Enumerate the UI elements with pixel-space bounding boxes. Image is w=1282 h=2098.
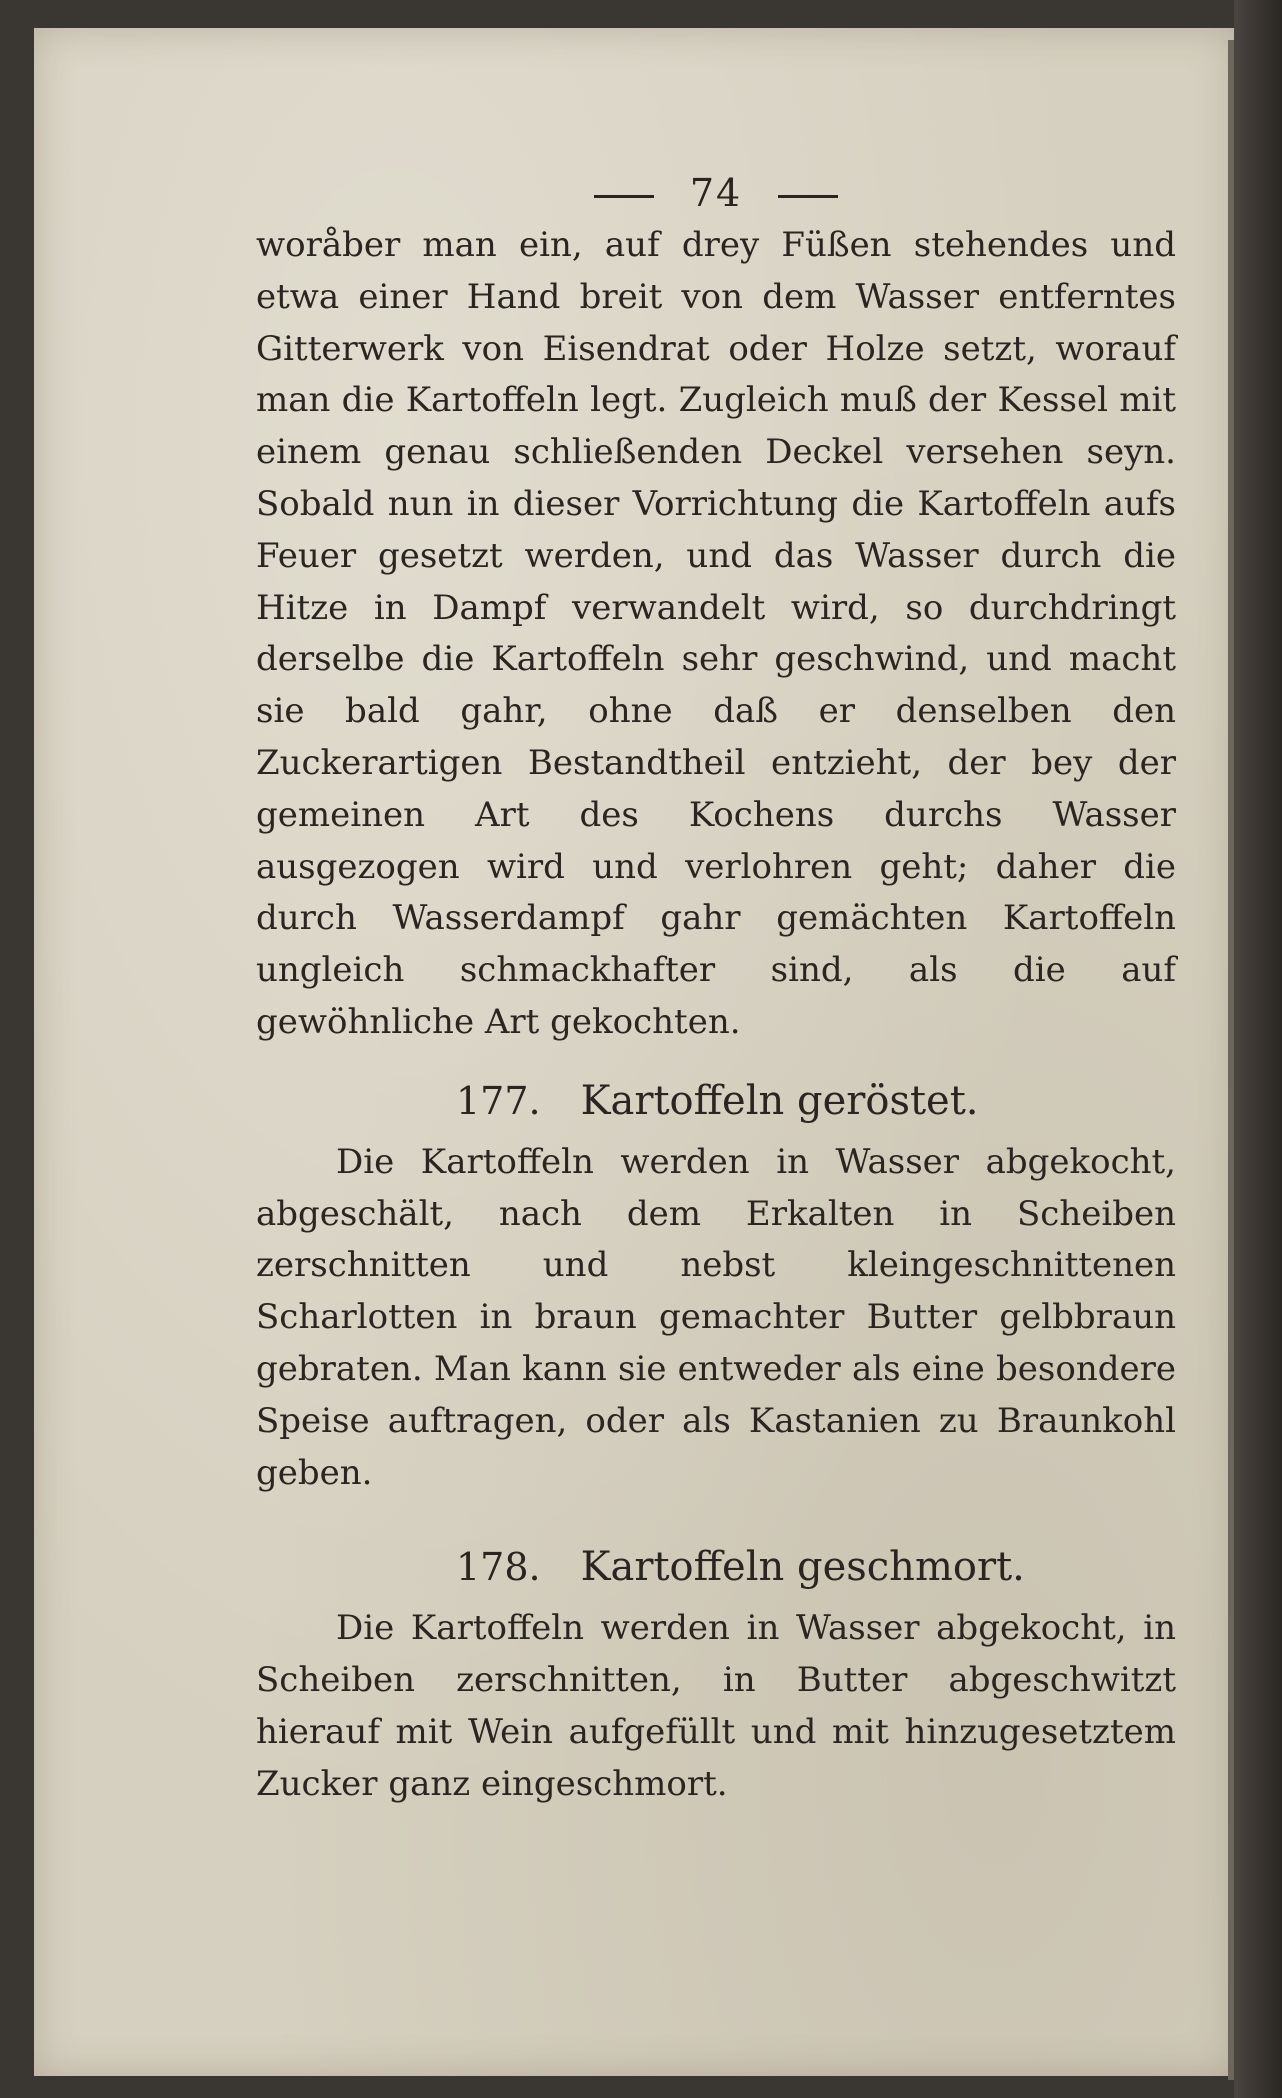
- recipe-text-177: Die Kartoffeln werden in Wasser abgekocht, abgeschält, nach dem Erkalten in Scheiben zerschnitten und nebst kleingeschnittenen Scharlotten in braun gemachter Butter gelbbraun gebraten. Man kann sie entweder als eine besondere Speise auftragen, oder als Kastanien zu Braunkohl geben.: [256, 1141, 1176, 1493]
- page-text-block: [256, 168, 1176, 1811]
- page-number: 74: [689, 171, 743, 215]
- recipe-heading-178: [256, 1541, 1176, 1593]
- recipe-heading-177: [256, 1075, 1176, 1127]
- book-binding: [1234, 0, 1282, 2098]
- header-dash-right: [778, 195, 838, 198]
- recipe-text-178: Die Kartoffeln werden in Wasser abgekocht, in Scheiben zerschnitten, in Butter abgeschwitzt hierauf mit Wein aufgefüllt und mit hinzugesetztem Zucker ganz eingeschmort.: [256, 1608, 1176, 1804]
- recipe-title: Kartoffeln geschmort.: [580, 1544, 1025, 1591]
- page-header: [256, 168, 1176, 218]
- continuation-paragraph: woråber man ein, auf drey Füßen stehendes und etwa einer Hand breit von dem Wasser entferntes Gitterwerk von Eisendrat oder Holze setzt, worauf man die Kartoffeln legt. Zugleich muß der Kessel mit einem genau schließenden Deckel versehen seyn. Sobald nun in dieser Vorrichtung die Kartoffeln aufs Feuer gesetzt werden, und das Wasser durch die Hitze in Dampf verwandelt wird, so durchdringt derselbe die Kartoffeln sehr geschwind, und macht sie bald gahr, ohne daß er denselben den Zuckerartigen Bestandtheil entzieht, der bey der gemeinen Art des Kochens durchs Wasser ausgezogen wird und verlohren geht; daher die durch Wasserdampf gahr gemächten Kartoffeln ungleich schmackhafter sind, als die auf gewöhnliche Art gekochten.: [256, 225, 1176, 1042]
- recipe-number: 177.: [456, 1078, 541, 1123]
- recipe-number: 178.: [456, 1545, 541, 1590]
- recipe-title: Kartoffeln geröstet.: [580, 1077, 979, 1124]
- header-dash-left: [594, 195, 654, 198]
